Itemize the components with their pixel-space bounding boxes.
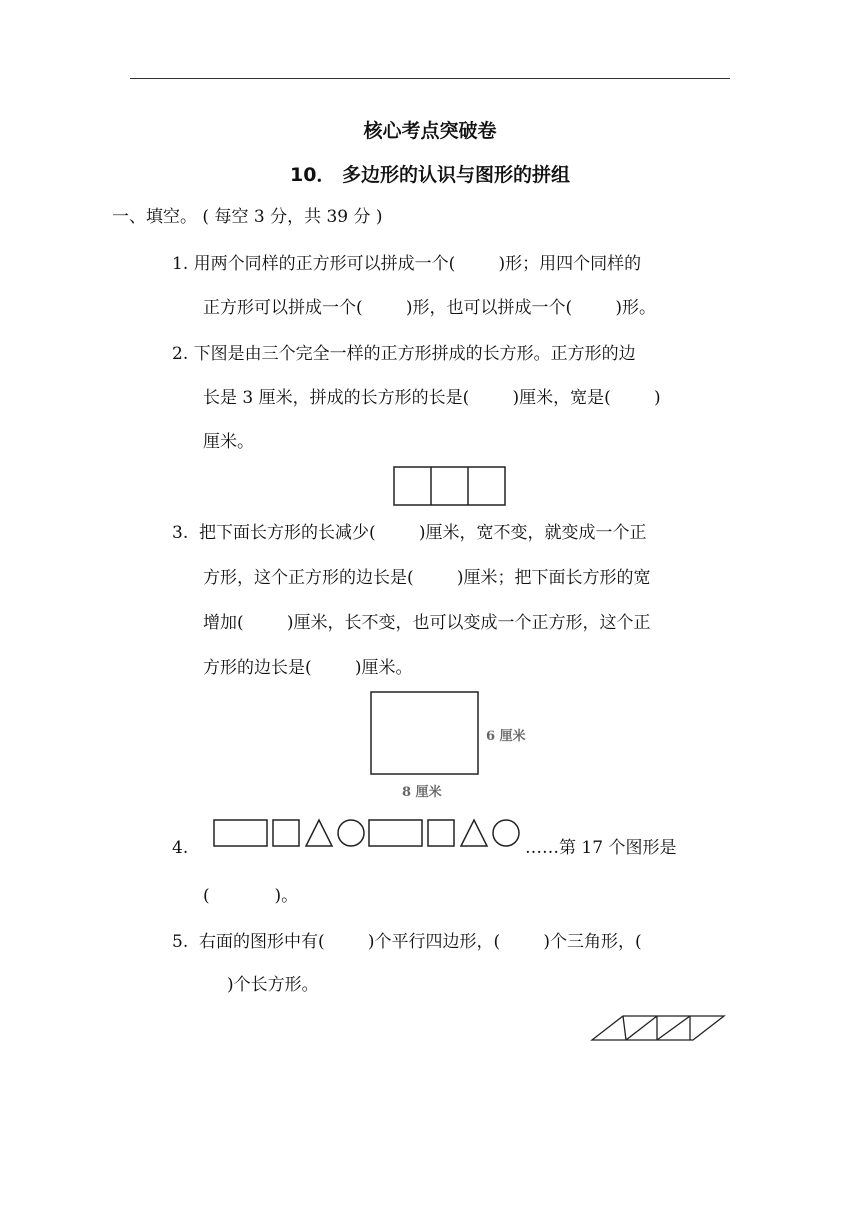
top-rule: [130, 78, 730, 79]
q2-line-3: 厘米。: [203, 432, 254, 452]
seq-triangle-1: [306, 820, 332, 846]
three-squares-figure: [393, 466, 507, 508]
seq-triangle-2: [461, 820, 487, 846]
shape-sequence-figure: [212, 816, 524, 850]
q4-tail: ……第 17 个图形是: [525, 838, 677, 858]
width-label: 8 厘米: [402, 785, 442, 800]
seq-rectangle-1: [214, 820, 267, 846]
seq-rectangle-2: [369, 820, 422, 846]
page-title: 核心考点突破卷: [363, 120, 497, 142]
rectangle-shape: [371, 692, 478, 774]
seq-square-2: [428, 820, 454, 846]
section-heading: 一、填空。 ( 每空 3 分，共 39 分 ): [112, 207, 383, 227]
q1-line-2: 正方形可以拼成一个( )形，也可以拼成一个( )形。: [203, 298, 656, 318]
q4-number: 4.: [172, 838, 189, 858]
seq-circle-2: [493, 820, 519, 846]
page-subtitle: 10． 多边形的认识与图形的拼组: [289, 164, 571, 186]
height-label: 6 厘米: [486, 729, 526, 744]
q3-line-2: 方形，这个正方形的边长是( )厘米；把下面长方形的宽: [203, 568, 651, 588]
q4-answer: ( )。: [203, 886, 299, 906]
parallelogram-figure: [590, 1012, 730, 1044]
seq-square-1: [273, 820, 299, 846]
q3-line-3: 增加( )厘米，长不变，也可以变成一个正方形，这个正: [203, 613, 651, 633]
q5-line-1: 5. 右面的图形中有( )个平行四边形，( )个三角形，(: [172, 932, 642, 952]
q2-line-2: 长是 3 厘米，拼成的长方形的长是( )厘米，宽是( ): [203, 388, 661, 408]
rectangle-figure: [366, 688, 536, 804]
seq-circle-1: [338, 820, 364, 846]
q1-line-1: 1. 用两个同样的正方形可以拼成一个( )形；用四个同样的: [172, 254, 642, 274]
q5-line-2: )个长方形。: [227, 975, 319, 995]
q2-line-1: 2. 下图是由三个完全一样的正方形拼成的长方形。正方形的边: [172, 344, 636, 364]
q3-line-4: 方形的边长是( )厘米。: [203, 658, 413, 678]
q3-line-1: 3. 把下面长方形的长减少( )厘米，宽不变，就变成一个正: [172, 523, 647, 543]
